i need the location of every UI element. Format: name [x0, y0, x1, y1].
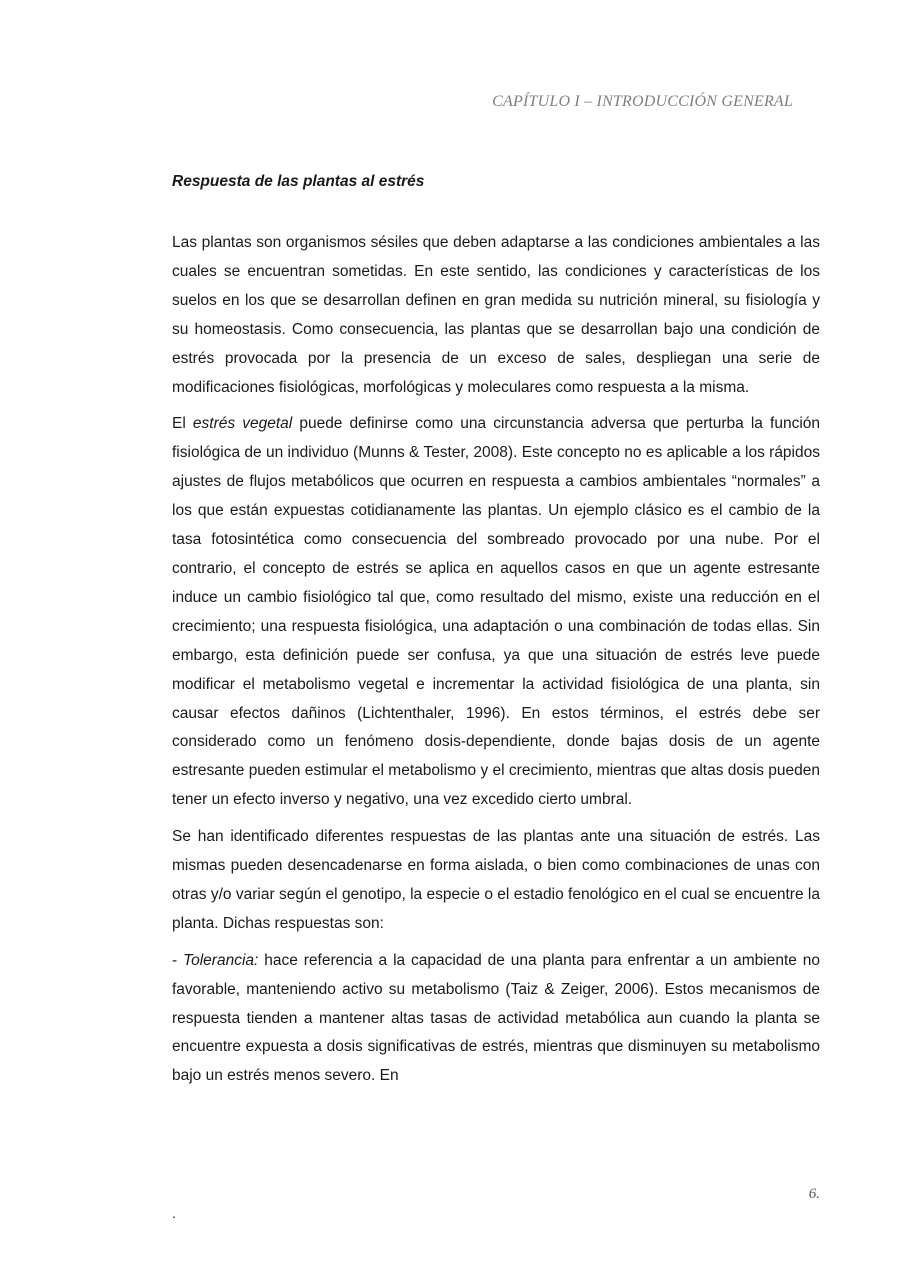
paragraph-1: Las plantas son organismos sésiles que deben adaptarse a las condiciones ambientales a las cuales se encuentran sometidas. En este sentido, las condiciones y características de los suelos en los que se desarrollan definen en gran medida su nutrición mineral, su fisiología y su homeostasis. Como consecuencia, las plantas que se desarrollan bajo una condición de estrés provocada por la presencia de un exceso de sales, despliegan una serie de modificaciones fisiológicas, morfológicas y moleculares como respuesta a la misma. — [172, 234, 820, 396]
section-title: Respuesta de las plantas al estrés — [172, 173, 425, 190]
footer-mark: . — [172, 1205, 176, 1221]
paragraph-2-prefix: El — [172, 415, 193, 433]
paragraph-4-prefix: - — [172, 951, 184, 969]
body-text — [172, 229, 820, 1099]
paragraph-2-body: puede definirse como una circunstancia adversa que perturba la función fisiológica de un individuo (Munns & Tester, 2008). Este concepto no es aplicable a los rápidos ajustes de flujos metabólicos que ocurren en respuesta a cambios ambientales “normales” a los que están expuestas cotidianamente las plantas. Un ejemplo clásico es el cambio de la tasa fotosintética como consecuencia del sombreado provocado por una nube. Por el contrario, el concepto de estrés se aplica en aquellos casos en que un agente estresante induce un cambio fisiológico tal que, como resultado del mismo, existe una reducción en el crecimiento; una respuesta fisiológica, una adaptación o una combinación de todas ellas. Sin embargo, esta definición puede ser confusa, ya que una situación de estrés leve puede modificar el metabolismo vegetal e incrementar la actividad fisiológica de una planta, sin causar efectos dañinos (Lichtenthaler, 1996). En estos términos, el estrés debe ser considerado como un fenómeno dosis-dependiente, donde bajas dosis de un agente estresante pueden estimular el metabolismo y el crecimiento, mientras que altas dosis pueden tener un efecto inverso y negativo, una vez excedido cierto umbral. — [172, 415, 821, 809]
term-estres-vegetal: estrés vegetal — [192, 415, 293, 433]
page-number: 6. — [808, 1186, 820, 1202]
term-tolerancia: Tolerancia: — [183, 951, 259, 969]
paragraph-3: Se han identificado diferentes respuestas de las plantas ante una situación de estrés. Las mismas pueden desencadenarse en forma aislada, o bien como combinaciones de unas con otras y/o variar según el genotipo, la especie o el estadio fenológico en el cual se encuentre la planta. Dichas respuestas son: — [172, 828, 820, 932]
paragraph-4 — [172, 947, 820, 1092]
paragraph-4-body: hace referencia a la capacidad de una planta para enfrentar a un ambiente no favorable, manteniendo activo su metabolismo (Taiz & Zeiger, 2006). Estos mecanismos de respuesta tienden a mantener altas tasas de actividad metabólica aun cuando la planta se encuentre expuesta a dosis significativas de estrés, mientras que disminuyen su metabolismo bajo un estrés menos severo. En — [172, 951, 821, 1085]
paragraph-2 — [172, 410, 820, 815]
running-header: CAPÍTULO I – INTRODUCCIÓN GENERAL — [492, 93, 793, 110]
